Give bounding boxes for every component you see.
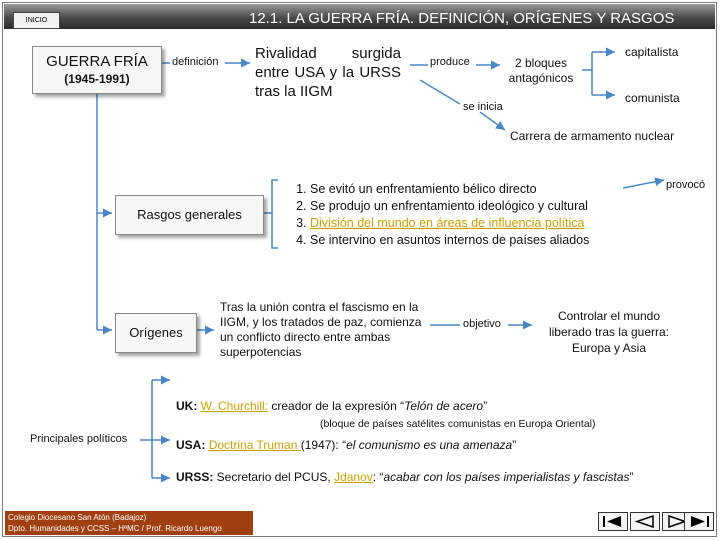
satellite-note: (bloque de países satélites comunistas en Europa Oriental)	[320, 418, 596, 430]
definition-text: Rivalidad surgida entre USA y la URSS tras la IIGM	[255, 45, 401, 100]
bloc-communist: comunista	[625, 91, 680, 105]
politician-uk: UK: W. Churchill: creador de la expresión “Telón de acero”	[176, 399, 488, 413]
country-uk: UK:	[176, 399, 198, 413]
features-list	[284, 181, 589, 249]
bloc-capitalist: capitalista	[625, 45, 679, 59]
origins-text: Tras la unión contra el fascismo en la IIGM, y los tratados de paz, comienza un conflicto directo entre ambas superpotencias	[220, 300, 422, 359]
politician-urss: URSS: Secretario del PCUS, Jdanov: “acabar con los países imperialistas y fascistas”	[176, 470, 634, 484]
features-box	[115, 195, 264, 235]
last-slide-button[interactable]	[684, 512, 714, 531]
origins-label: Orígenes	[129, 325, 183, 340]
politicians-label: Principales políticos	[30, 433, 128, 445]
blocs-text: 2 bloques antagónicos	[508, 56, 574, 85]
produce-label: produce	[430, 56, 470, 68]
last-icon	[688, 515, 710, 528]
provoked-label: provocó	[666, 179, 706, 191]
home-button[interactable]: INICIO	[13, 12, 60, 29]
jdanov-link[interactable]: Jdanov	[334, 470, 373, 484]
footer-department: Dpto. Humanidades y CCSS – HªMC / Prof. Ricardo Luengo	[8, 524, 222, 533]
arms-race-text: Carrera de armamento nuclear	[510, 129, 675, 143]
feature-item[interactable]: 3. División del mundo en áreas de influencia política	[310, 215, 589, 232]
prev-slide-button[interactable]	[630, 512, 660, 531]
main-concept-years: (1945-1991)	[64, 72, 130, 86]
main-concept-title: GUERRA FRÍA	[46, 53, 148, 70]
feature-item: 4. Se intervino en asuntos internos de países aliados	[310, 232, 589, 249]
feature-item: 2. Se produjo un enfrentamiento ideológico y cultural	[310, 198, 589, 215]
objective-text: Controlar el mundo liberado tras la guerra: Europa y Asia	[548, 309, 670, 355]
churchill-link[interactable]: W. Churchill:	[200, 399, 269, 413]
prev-icon	[634, 515, 656, 528]
country-urss: URSS:	[176, 470, 214, 484]
feature-item: 1. Se evitó un enfrentamiento bélico directo	[310, 181, 589, 198]
page-title: 12.1. LA GUERRA FRÍA. DEFINICIÓN, ORÍGENES Y RASGOS	[249, 10, 675, 27]
objective-label: objetivo	[463, 318, 501, 330]
starts-label: se inicia	[463, 101, 503, 113]
country-usa: USA:	[176, 438, 206, 452]
main-concept-box	[32, 46, 162, 94]
first-slide-button[interactable]	[598, 512, 628, 531]
features-label: Rasgos generales	[137, 207, 242, 222]
first-icon	[602, 515, 624, 528]
origins-box	[115, 313, 197, 353]
definition-label: definición	[172, 56, 219, 68]
footer-credits	[5, 511, 253, 535]
footer-school: Colegio Diocesano San Atón (Badajoz)	[8, 513, 147, 522]
truman-link[interactable]: Doctrina Truman	[208, 438, 301, 452]
politician-usa: USA: Doctrina Truman (1947): “el comunismo es una amenaza”	[176, 438, 517, 452]
